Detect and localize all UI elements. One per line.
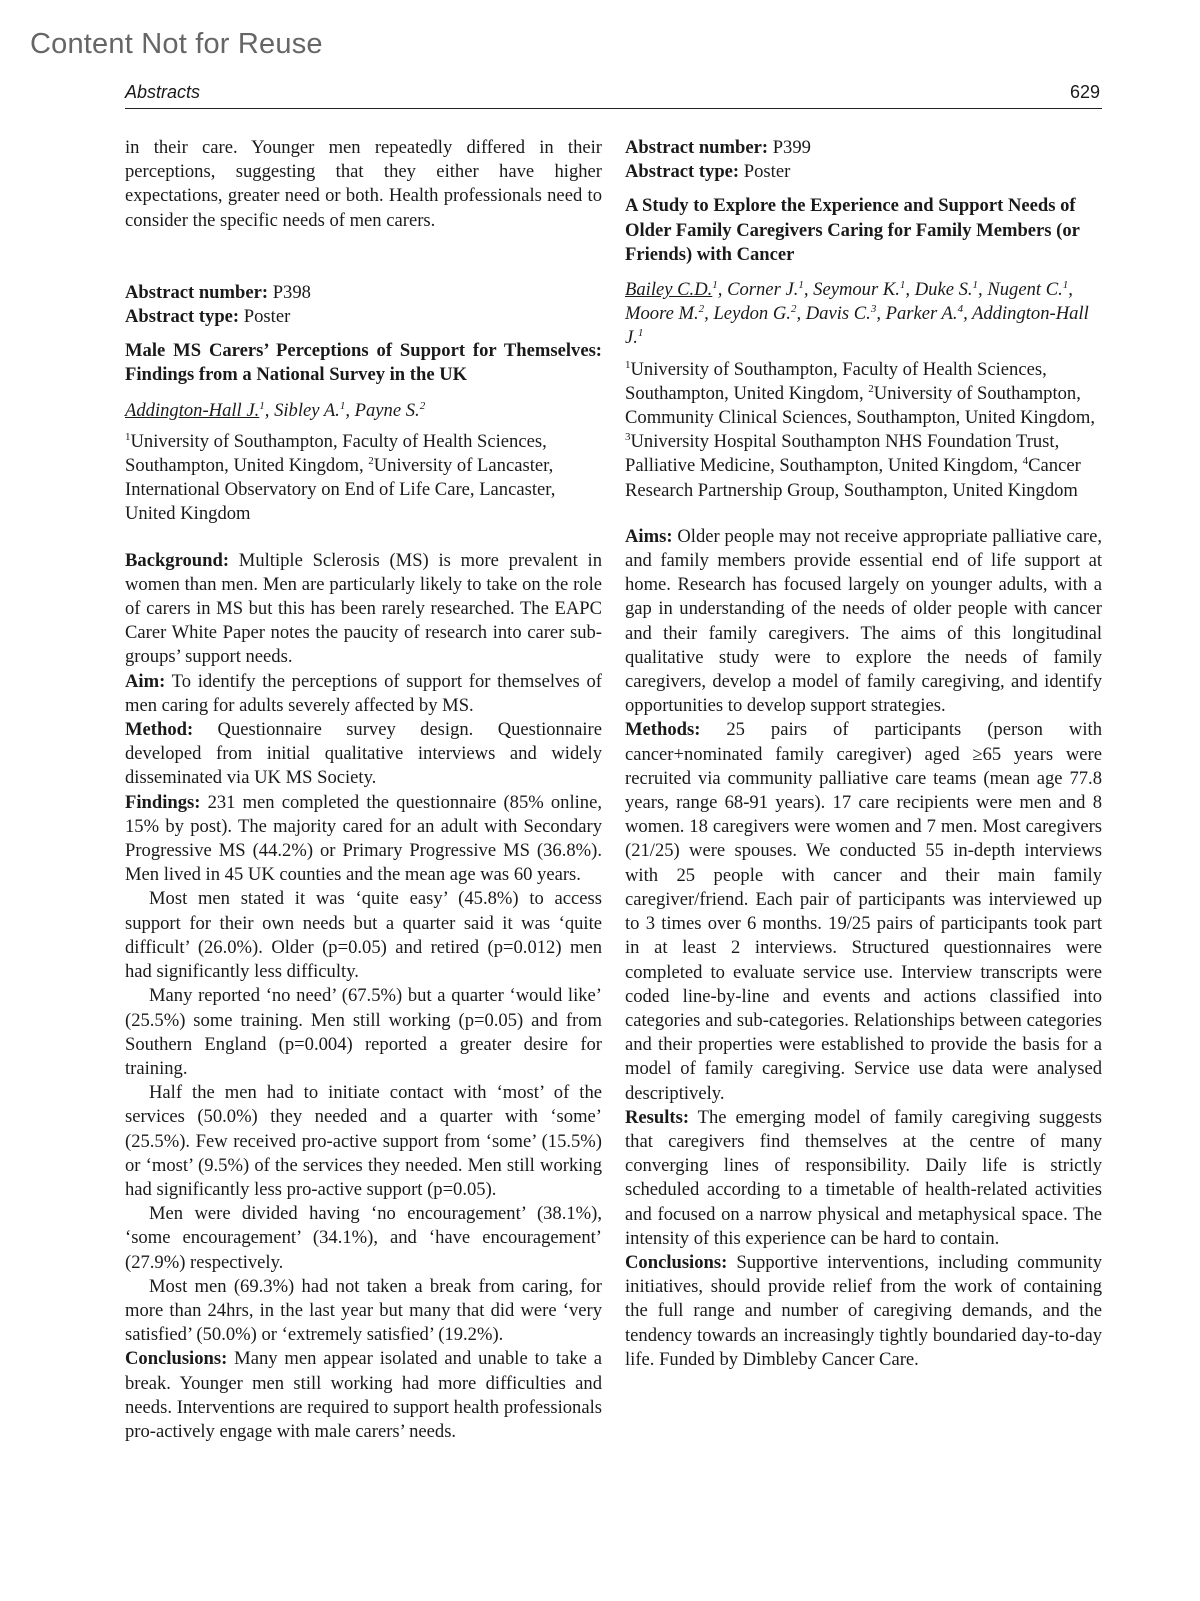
findings-paragraph-2: Most men stated it was ‘quite easy’ (45.8%) to access support for their own needs but a quarter said it was ‘quite difficult’ (26.0%). Older (p=0.05) and retired (p=0.012) men had significantly less difficulty. bbox=[125, 888, 602, 983]
abstract-type-label: Abstract type: bbox=[625, 161, 740, 183]
affiliation-marker: 4 bbox=[957, 303, 964, 316]
author-name: Moore M. bbox=[625, 303, 699, 325]
affiliation-marker: 2 bbox=[368, 454, 374, 467]
author-name: Leydon G. bbox=[713, 303, 791, 325]
findings-paragraph bbox=[125, 791, 602, 888]
abstract-title: Male MS Carers’ Perceptions of Support for Themselves: Findings from a National Survey in the UK bbox=[125, 340, 602, 386]
author-list: Bailey C.D.$^1$, Corner J.$^1$, Seymour K.$^1$, Duke S.$^1$, Nugent C.$^1$, Moore M.$^2$, Leydon G.$^2$, Davis C.$^3$, Parker A.$^4$, Addington-Hall J.$^1$ bbox=[625, 278, 1089, 349]
affiliation-marker: 1 bbox=[712, 278, 718, 291]
running-header bbox=[125, 82, 1102, 109]
affiliation-text: University Hospital Southampton NHS Foundation Trust, Palliative Medicine, Southampton, United Kingdom, bbox=[625, 431, 1060, 477]
affiliation-text: University of Southampton, Faculty of Health Sciences, Southampton, United Kingdom, bbox=[125, 430, 547, 477]
affiliation-marker: 1 bbox=[972, 278, 979, 291]
author-name: Addington-Hall J. bbox=[625, 303, 1089, 349]
abstract-type-label: Abstract type: bbox=[125, 306, 240, 328]
page-number: 629 bbox=[1069, 82, 1100, 102]
aims-paragraph bbox=[625, 525, 1102, 719]
affiliation-text: University of Southampton, Faculty of Health Sciences, Southampton, United Kingdom, bbox=[625, 358, 1047, 404]
affiliations bbox=[125, 430, 602, 527]
methods-text: 25 pairs of participants (person with cancer+nominated family caregiver) aged ≥65 years were recruited via community palliative care teams (mean age 77.8 years, range 68-91 years). 17 care recipients were men and 8 women. 18 caregivers were women and 7 men. Most caregivers (21/25) were spouses. We conducted 55 in-depth interviews with 25 people with cancer and their main family caregiver/friend. Each pair of participants was interviewed up to 3 times over 6 months. 19/25 pairs of participants took part in at least 2 interviews. Structured questionnaires were completed to evaluate service use. Interview transcripts were coded line-by-line and events and actions classified into categories and sub-categories. Relationships between categories and their properties were established to provide the basis for a model of family caregiving. Service use data were analysed descriptively. bbox=[625, 719, 1102, 1104]
author-name: Davis C. bbox=[805, 303, 871, 325]
affiliation-marker: 1 bbox=[899, 278, 906, 291]
abstract-type-line bbox=[125, 305, 602, 329]
abstract-title: A Study to Explore the Experience and Support Needs of Older Family Caregivers Caring for Family Members (or Friends) with Cancer bbox=[625, 195, 1080, 265]
conclusions-label: Conclusions: bbox=[625, 1251, 728, 1273]
conclusions-text: Many men appear isolated and unable to take a break. Younger men still working had more difficulties and needs. Interventions are required to support health professionals pro-actively engage with male carers’ needs. bbox=[125, 1348, 602, 1442]
author-name: Sibley A. bbox=[274, 399, 340, 421]
continued-text: in their care. Younger men repeatedly differed in their perceptions, suggesting that they either have higher expectations, greater need or both. Health professionals need to consider the specific needs of men carers. bbox=[125, 137, 602, 231]
abstract-number-line bbox=[125, 281, 602, 305]
affiliation-marker: 1 bbox=[1062, 278, 1069, 291]
right-column bbox=[625, 136, 1102, 1372]
section-title: Abstracts bbox=[125, 82, 201, 102]
aims-label: Aims: bbox=[625, 525, 673, 547]
left-column bbox=[125, 136, 602, 1444]
findings-paragraph-3: Many reported ‘no need’ (67.5%) but a quarter ‘would like’ (25.5%) some training. Men still working (p=0.05) and from Southern England (p=0.004) reported a greater desire for training. bbox=[125, 985, 602, 1079]
methods-paragraph bbox=[625, 718, 1102, 1105]
abstract-type: Poster bbox=[743, 161, 791, 183]
findings-paragraph-5: Men were divided having ‘no encouragement’ (38.1%), ‘some encouragement’ (34.1%), and ‘have encouragement’ (27.9%) respectively. bbox=[125, 1203, 602, 1273]
aim-label: Aim: bbox=[125, 670, 166, 692]
affiliation-marker: 1 bbox=[259, 399, 265, 412]
findings-text: 231 men completed the questionnaire (85% online, 15% by post). The majority cared for an adult with Secondary Progressive MS (44.2%) or Primary Progressive MS (36.8%). Men lived in 45 UK counties and the mean age was 60 years. bbox=[125, 791, 602, 886]
findings-paragraph-6: Most men (69.3%) had not taken a break from caring, for more than 24hrs, in the last year but many that did were ‘very satisfied’ (50.0%) or ‘extremely satisfied’ (19.2%). bbox=[125, 1275, 602, 1346]
background-paragraph bbox=[125, 549, 602, 670]
affiliation-marker: 1 bbox=[637, 327, 644, 340]
results-text: The emerging model of family caregiving suggests that caregivers find themselves at the centre of many converging lines of responsibility. Daily life is strictly scheduled according to a timetable of health-related activities and focused on a narrow physical and metaphysical space. The intensity of this experience can be hard to contain. bbox=[625, 1106, 1102, 1249]
aim-text: To identify the perceptions of support for themselves of men caring for adults severely affected by MS. bbox=[125, 670, 602, 716]
findings-label: Findings: bbox=[125, 791, 201, 813]
conclusions-paragraph bbox=[125, 1347, 602, 1444]
abstract-number: P398 bbox=[272, 281, 311, 303]
affiliation-marker: 1 bbox=[125, 430, 131, 443]
affiliation-marker: 2 bbox=[419, 399, 426, 412]
conclusions-paragraph bbox=[625, 1251, 1102, 1372]
method-label: Method: bbox=[125, 719, 194, 741]
background-label: Background: bbox=[125, 549, 230, 571]
author-name: Addington-Hall J. bbox=[125, 399, 260, 421]
author-name: Parker A. bbox=[885, 303, 958, 325]
results-paragraph bbox=[625, 1106, 1102, 1251]
abstract-number-line bbox=[625, 136, 1102, 160]
background-text: Multiple Sclerosis (MS) is more prevalent in women than men. Men are particularly likely to take on the role of carers in MS but this has been rarely researched. The EAPC Carer White Paper notes the paucity of research into carer sub-groups’ support needs. bbox=[125, 549, 602, 668]
aims-text: Older people may not receive appropriate palliative care, and family members provide essential end of life support at home. Research has focused largely on younger adults, with a gap in understanding of the needs of older people with cancer and their family caregivers. The aims of this longitudinal qualitative study were to explore the needs of family caregivers, develop a model of family caregiving, and identify opportunities to develop support strategies. bbox=[625, 525, 1102, 717]
abstract-number: P399 bbox=[772, 137, 811, 158]
author-name: Duke S. bbox=[914, 279, 973, 301]
aim-paragraph bbox=[125, 670, 602, 718]
author-name: Seymour K. bbox=[813, 279, 900, 301]
abstract-number-label: Abstract number: bbox=[125, 281, 269, 303]
abstract-type-line bbox=[625, 160, 1102, 184]
affiliation-marker: 3 bbox=[870, 303, 877, 316]
affiliation-marker: 2 bbox=[698, 303, 705, 316]
findings-paragraph-4: Half the men had to initiate contact with ‘most’ of the services (50.0%) they needed and a quarter with ‘some’ (25.5%). Few received pro-active support from ‘some’ (15.5%) or ‘most’ (9.5%) of the services they needed. Men still working had significantly less pro-active support (p=0.05). bbox=[125, 1082, 602, 1200]
methods-label: Methods: bbox=[625, 719, 701, 741]
affiliations bbox=[625, 358, 1102, 503]
affiliation-text: Cancer Research Partnership Group, Southampton, United Kingdom bbox=[625, 455, 1081, 501]
watermark-text: Content Not for Reuse bbox=[30, 28, 323, 60]
affiliation-text: University of Southampton, Community Clinical Sciences, Southampton, United Kingdom, bbox=[625, 382, 1095, 429]
conclusions-text: Supportive interventions, including community initiatives, should provide relief from the work of containing the full range and number of caregiving demands, and the tendency towards an increasingly tightly boundaried day-to-day life. Funded by Dimbleby Cancer Care. bbox=[625, 1251, 1102, 1370]
affiliation-marker: 2 bbox=[790, 303, 797, 316]
affiliation-marker: 1 bbox=[339, 399, 346, 412]
affiliation-text: University of Lancaster, International Observatory on End of Life Care, Lancaster, United Kingdom bbox=[125, 455, 556, 525]
method-paragraph bbox=[125, 718, 602, 791]
author-name: Payne S. bbox=[354, 399, 420, 421]
affiliation-marker: 1 bbox=[798, 278, 804, 291]
affiliation-marker: 3 bbox=[625, 431, 631, 444]
author-name: Corner J. bbox=[727, 279, 799, 301]
abstract-number-label: Abstract number: bbox=[625, 137, 769, 158]
author-name: Bailey C.D. bbox=[625, 279, 713, 301]
results-label: Results: bbox=[625, 1106, 690, 1128]
conclusions-label: Conclusions: bbox=[125, 1348, 228, 1370]
affiliation-marker: 4 bbox=[1022, 455, 1029, 468]
author-list: Addington-Hall J.$^1$, Sibley A.$^1$, Payne S.$^2$ bbox=[125, 399, 426, 421]
affiliation-marker: 2 bbox=[868, 382, 874, 395]
affiliation-marker: 1 bbox=[625, 358, 631, 371]
author-name: Nugent C. bbox=[987, 279, 1063, 301]
method-text: Questionnaire survey design. Questionnaire developed from initial qualitative interviews and widely disseminated via UK MS Society. bbox=[125, 719, 602, 789]
abstract-type: Poster bbox=[243, 306, 291, 328]
